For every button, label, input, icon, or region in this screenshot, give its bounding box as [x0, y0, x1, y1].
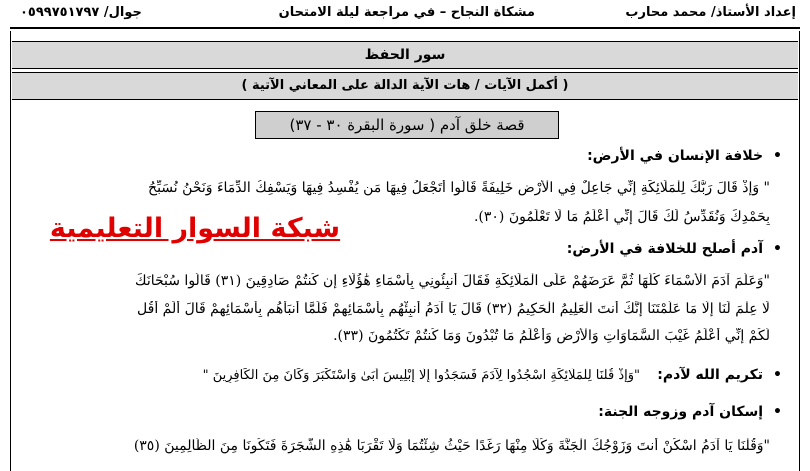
verse-line: لَا عِلْمَ لَنَا إِلَّا مَا عَلَّمْتَنَا إِنَّكَ أَنتَ الْعَلِيمُ الْحَكِيمُ (٣٢) قَالَ يَا آدَمُ أَنبِئْهُم بِأَسْمَائِهِمْ فَلَمَّا أَنبَأَهُم بِأَسْمَائِهِمْ قَالَ أَلَمْ أَقُل — [137, 301, 770, 317]
document-title: مشكاة النجاح – في مراجعة ليلة الامتحان — [278, 5, 535, 20]
phone-label: جوال/ ٠٥٩٩٧٥١٧٩٧ — [20, 5, 142, 20]
verse-line: " وَإِذْ قَالَ رَبُّكَ لِلْمَلَائِكَةِ إِنِّي جَاعِلٌ فِي الْأَرْضِ خَلِيفَةً قَالُوا أَتَجْعَلُ فِيهَا مَن يُفْسِدُ فِيهَا وَيَسْفِكُ الدِّمَاءَ وَنَحْنُ نُسَبِّحُ — [148, 180, 770, 196]
heading-text: تكريم الله لآدم: — [657, 367, 764, 383]
section-heading-iskan — [598, 404, 782, 420]
bullet-icon: • — [773, 241, 782, 257]
watermark-text: شبكة السوار التعليمية — [49, 213, 341, 244]
bullet-icon: • — [773, 148, 782, 164]
header-divider — [10, 27, 800, 29]
instructions-subtitle: ( أكمل الآيات / هات الآية الدالة على المعاني الآتية ) — [12, 72, 798, 100]
page-header — [0, 0, 810, 26]
verse-line: "وَقُلْنَا يَا آدَمُ اسْكُنْ أَنتَ وَزَوْجُكَ الْجَنَّةَ وَكُلَا مِنْهَا رَغَدًا حَيْثُ شِئْتُمَا وَلَا تَقْرَبَا هَٰذِهِ الشَّجَرَةَ فَتَكُونَا مِنَ الظَّالِمِينَ (٣٥) — [133, 438, 770, 454]
section-title: سور الحفظ — [12, 41, 798, 69]
heading-text: إسكان آدم وزوجه الجنة: — [598, 404, 764, 420]
verse-line: "وَعَلَّمَ آدَمَ الْأَسْمَاءَ كُلَّهَا ثُمَّ عَرَضَهُمْ عَلَى الْمَلَائِكَةِ فَقَالَ أَنبِئُونِي بِأَسْمَاءِ هَٰؤُلَاءِ إِن كُنتُمْ صَادِقِينَ (٣١) قَالُوا سُبْحَانَكَ — [135, 273, 770, 289]
heading-text: خلافة الإنسان في الأرض: — [587, 148, 764, 164]
heading-text: آدم أصلح للخلافة في الأرض: — [566, 241, 764, 257]
verse-line: لَّكُمْ إِنِّي أَعْلَمُ غَيْبَ السَّمَاوَاتِ وَالْأَرْضِ وَأَعْلَمُ مَا تُبْدُونَ وَمَا كُنتُمْ تَكْتُمُونَ (٣٣). — [333, 328, 770, 344]
verse-line: "وَإِذْ قُلْنَا لِلْمَلَائِكَةِ اسْجُدُوا لِآدَمَ فَسَجَدُوا إِلَّا إِبْلِيسَ أَبَىٰ وَاسْتَكْبَرَ وَكَانَ مِنَ الْكَافِرِينَ " — [202, 368, 640, 383]
story-title: قصة خلق آدم ( سورة البقرة ٣٠ - ٣٧) — [255, 111, 559, 139]
section-heading-takreem — [657, 367, 782, 383]
verse-line: بِحَمْدِكَ وَنُقَدِّسُ لَكَ قَالَ إِنِّي أَعْلَمُ مَا لَا تَعْلَمُونَ (٣٠). — [473, 209, 770, 225]
author-label: إعداد الأستاذ/ محمد محارب — [625, 5, 796, 20]
bullet-icon: • — [773, 404, 782, 420]
bullet-icon: • — [773, 367, 782, 383]
section-heading-khilafa — [587, 148, 782, 164]
section-heading-aslah — [567, 241, 782, 257]
